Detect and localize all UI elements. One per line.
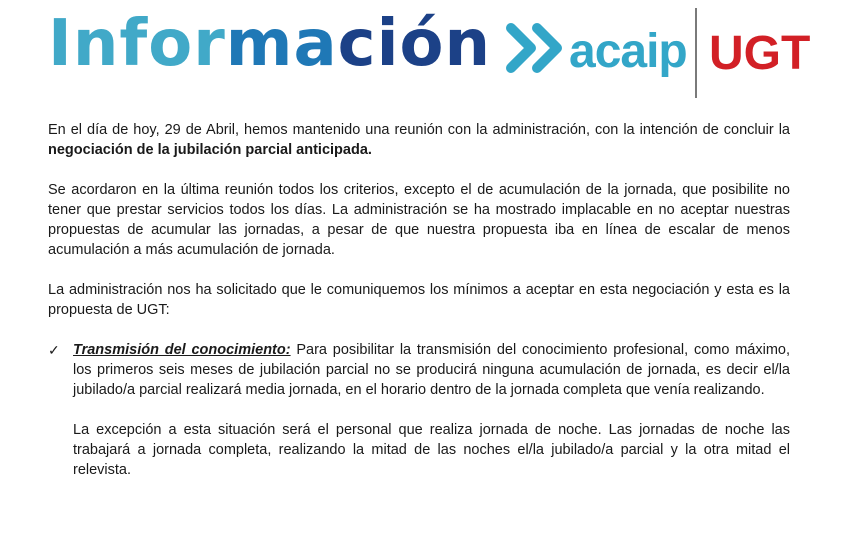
document-header	[0, 0, 850, 110]
title-part-dark: ción	[337, 7, 492, 81]
bullet-title: Transmisión del conocimiento:	[73, 342, 291, 358]
acaip-ugt-logo	[505, 6, 811, 100]
page-title	[48, 2, 491, 86]
paragraph-intro-bold: negociación de la jubilación parcial anticipada.	[48, 142, 372, 158]
bullet-item-knowledge-transfer	[48, 340, 790, 400]
paragraph-intro-text: En el día de hoy, 29 de Abril, hemos mantenido una reunión con la administración, con la intención de concluir la	[48, 122, 790, 138]
acaip-wordmark: acaip	[569, 25, 687, 78]
title-part-mid: ma	[225, 7, 338, 81]
checkmark-icon: ✓	[48, 342, 60, 358]
title-part-light: Infor	[48, 7, 226, 81]
paragraph-request: La administración nos ha solicitado que le comuniquemos los mínimos a aceptar en esta negociación y esta es la propuesta de UGT:	[48, 282, 790, 318]
paragraph-exception: La excepción a esta situación será el personal que realiza jornada de noche. Las jornadas de noche las trabajará a jornada completa, realizando la mitad de las noches el/la jubilado/a parcial y la otra mitad el relevista.	[73, 422, 790, 478]
paragraph-intro	[48, 120, 790, 160]
double-chevron-icon	[505, 22, 571, 74]
document-body	[48, 120, 790, 500]
ugt-wordmark: UGT	[709, 27, 811, 80]
paragraph-criteria: Se acordaron en la última reunión todos los criterios, excepto el de acumulación de la jornada, que posibilite no tener que prestar servicios todos los días. La administración se ha mostrado implacable en no aceptar nuestras propuestas de acumular las jornadas, a pesar de que nuestra propuesta iba en línea de escalar de menos acumulación a más acumulación de jornada.	[48, 182, 790, 258]
bullet-text: Para posibilitar la transmisión del conocimiento profesional, como máximo, los primeros seis meses de jubilación parcial no se producirá ninguna acumulación de jornada, es decir el/la jubilado/a parcial realizará media jornada, en el horario dentro de la jornada completa que venía realizando.	[73, 342, 790, 398]
logo-divider	[695, 8, 697, 98]
